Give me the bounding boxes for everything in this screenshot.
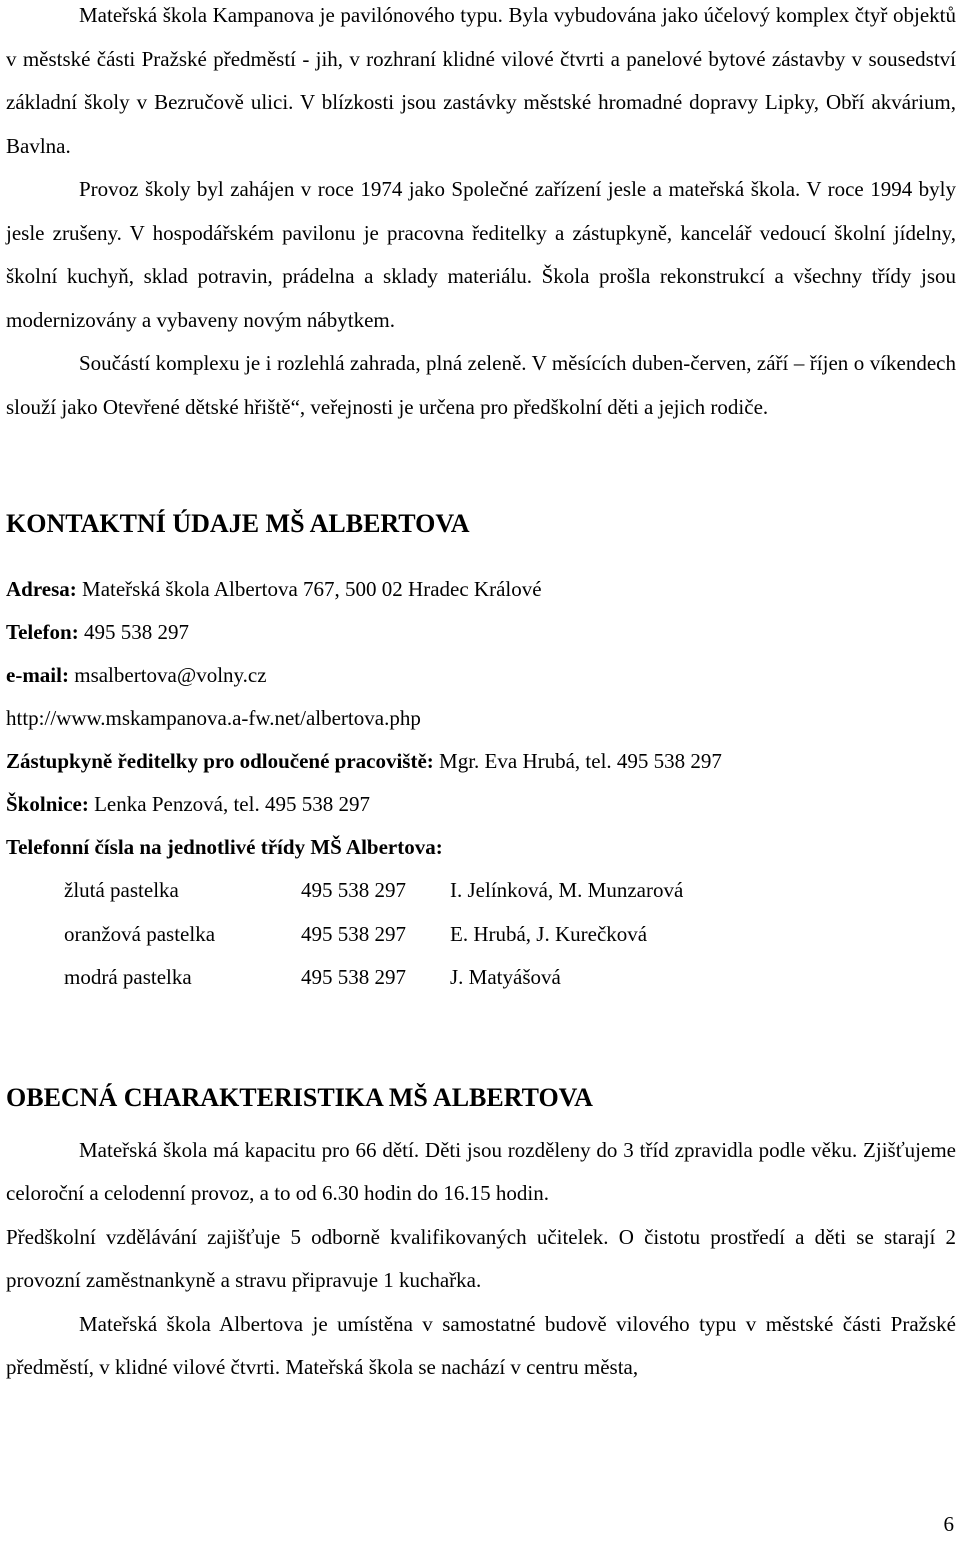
class-teachers: I. Jelínková, M. Munzarová (450, 878, 684, 903)
class-phones-heading: Telefonní čísla na jednotlivé třídy MŠ Albertova: (6, 835, 443, 859)
deputy-label: Zástupkyně ředitelky pro odloučené pracoviště: (6, 749, 434, 773)
document-page (6, 0, 956, 1390)
class-phones-table (64, 869, 683, 1000)
web-line (6, 697, 956, 740)
characteristics-heading: OBECNÁ CHARAKTERISTIKA MŠ ALBERTOVA (6, 1082, 593, 1112)
table-row (64, 956, 683, 1000)
intro-paragraph-2: Provoz školy byl zahájen v roce 1974 jako Společné zařízení jesle a mateřská škola. V roce 1994 byly jesle zrušeny. V hospodářském pavilonu je pracovna ředitelky a zástupkyně, kancelář vedoucí školní jídelny, školní kuchyň, sklad potravin, prádelna a sklady materiálu. Škola prošla rekonstrukcí a všechny třídy jsou modernizovány a vybaveny novým nábytkem. (6, 177, 956, 332)
website-link[interactable]: http://www.mskampanova.a-fw.net/albertova.php (6, 706, 421, 730)
janitor-line (6, 783, 956, 826)
address-value: Mateřská škola Albertova 767, 500 02 Hradec Králové (76, 577, 542, 601)
class-name: žlutá pastelka (64, 878, 179, 903)
class-name: modrá pastelka (64, 965, 192, 990)
contacts-heading: KONTAKTNÍ ÚDAJE MŠ ALBERTOVA (6, 509, 470, 538)
class-phones-line (6, 826, 956, 869)
class-teachers: E. Hrubá, J. Kurečková (450, 921, 648, 946)
deputy-line (6, 740, 956, 783)
email-value: msalbertova@volny.cz (68, 663, 267, 687)
characteristics-paragraph-1: Mateřská škola má kapacitu pro 66 dětí. Děti jsou rozděleny do 3 tříd zpravidla podle věku. Zjišťujeme celoroční a celodenní provoz, a to od 6.30 hodin do 16.15 hodin. (6, 1137, 956, 1205)
janitor-label: Školnice: (6, 792, 89, 816)
email-label: e-mail: (6, 663, 69, 687)
class-name: oranžová pastelka (64, 921, 216, 946)
class-phone: 495 538 297 (301, 965, 406, 990)
class-phone: 495 538 297 (301, 878, 406, 903)
deputy-value: Mgr. Eva Hrubá, tel. 495 538 297 (433, 749, 722, 773)
intro-paragraph-3: Součástí komplexu je i rozlehlá zahrada, plná zeleně. V měsících duben-červen, září – říjen o víkendech slouží jako Otevřené dětské hřiště“, veřejnosti je určena pro předškolní děti a jejich rodiče. (6, 351, 956, 419)
table-row (64, 869, 683, 913)
intro-paragraph-1: Mateřská škola Kampanova je pavilónového typu. Byla vybudována jako účelový komplex čtyř objektů v městské části Pražské předměstí - jih, v rozhraní klidné vilové čtvrti a panelové bytové zástavby v sousedství základní školy v Bezručově ulici. V blízkosti jsou zastávky městské hromadné dopravy Lipky, Obří akvárium, Bavlna. (6, 3, 956, 158)
phone-line (6, 611, 956, 654)
class-teachers: J. Matyášová (450, 965, 561, 990)
address-line (6, 568, 956, 611)
phone-label: Telefon: (6, 620, 79, 644)
class-phone: 495 538 297 (301, 921, 406, 946)
janitor-value: Lenka Penzová, tel. 495 538 297 (88, 792, 370, 816)
characteristics-paragraph-2: Předškolní vzdělávání zajišťuje 5 odborně kvalifikovaných učitelek. O čistotu prostředí a děti se starají 2 provozní zaměstnankyně a stravu připravuje 1 kuchařka. (6, 1224, 956, 1292)
email-line (6, 654, 956, 697)
table-row (64, 913, 683, 957)
characteristics-paragraph-3: Mateřská škola Albertova je umístěna v samostatné budově vilového typu v městské části Pražské předměstí, v klidné vilové čtvrti. Mateřská škola se nachází v centru města, (6, 1311, 956, 1379)
address-label: Adresa: (6, 577, 77, 601)
phone-value: 495 538 297 (78, 620, 189, 644)
page-number: 6 (943, 1512, 954, 1536)
